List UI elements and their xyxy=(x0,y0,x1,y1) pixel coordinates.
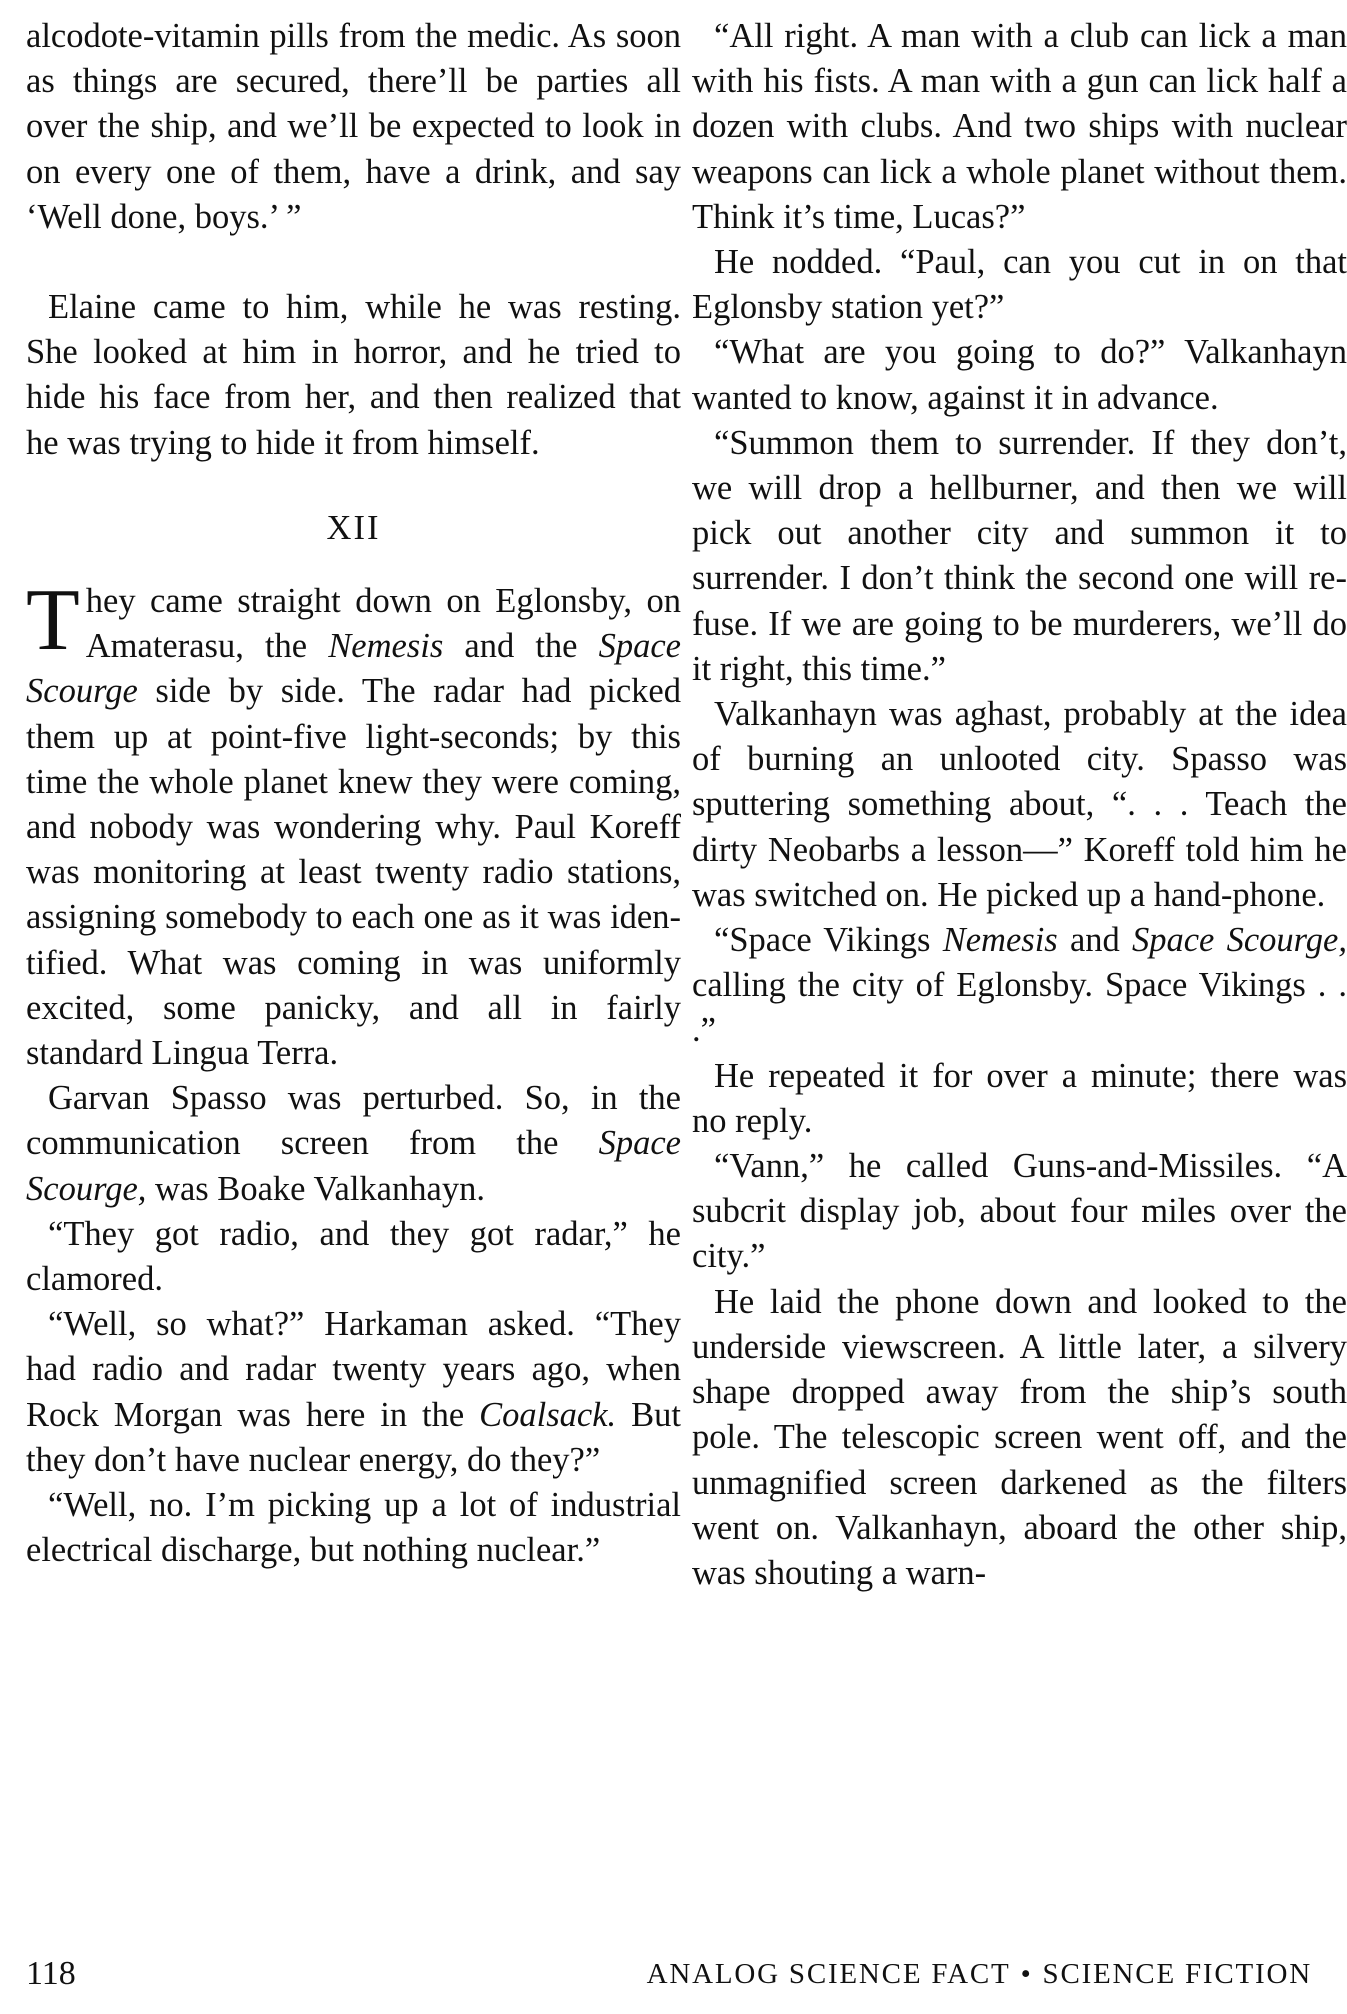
right-paragraph-4: “Summon them to surrender. If they don’t, we will drop a hellburner, and then we will pick out another city and summon it to surrender. I don’t think the second one will refuse. If we are going to be murderers, we’ll do it right, this time.” xyxy=(692,423,1347,688)
left-paragraph-2: Elaine came to him, while he was resting. She looked at him in horror, and he tried to hide his face from her, and then realized that he was trying to hide it from himself. xyxy=(26,288,681,462)
ship-name: Space Scourge xyxy=(26,627,681,711)
drop-cap: T xyxy=(26,572,80,670)
right-paragraph-7: He repeated it for over a minute; there was no reply. xyxy=(692,1056,1347,1140)
left-paragraph-7: “Well, no. I’m picking up a lot of industrial electrical discharge, but nothing nuclear.” xyxy=(26,1486,681,1570)
ship-name: Space Scourge, xyxy=(26,1124,681,1208)
page-footer xyxy=(26,1952,1312,1996)
text-run: hey came straight down on Eglonsby, on Amaterasu, the xyxy=(85,582,681,666)
left-paragraph-4 xyxy=(26,1076,681,1212)
running-head xyxy=(647,1952,1312,1996)
ship-name: Nemesis xyxy=(942,921,1058,960)
right-paragraph-9: He laid the phone down and looked to the underside viewscreen. A little later, a silvery shape dropped away from the ship’s south pole. The telescopic screen went off, and the unmagnified screen darkened as the filters went on. Valkanhayn, aboard the other ship, was shouting a warn- xyxy=(692,1282,1347,1592)
right-paragraph-2: He nodded. “Paul, can you cut in on that Eglonsby station yet?” xyxy=(692,243,1347,327)
left-paragraph-5: “They got radio, and they got radar,” he clamored. xyxy=(26,1214,681,1299)
chapter-heading: XII xyxy=(326,508,381,547)
text-run: and xyxy=(1057,921,1132,960)
text-run: “Space Vikings xyxy=(714,921,943,960)
magazine-subtitle: SCIENCE FICTION xyxy=(1042,1958,1312,1990)
left-paragraph-6 xyxy=(26,1302,681,1483)
right-paragraph-8: “Vann,” he called Guns-and-Missiles. “A subcrit display job, about four miles over the city.” xyxy=(692,1147,1347,1276)
right-paragraph-3: “What are you going to do?” Valkanhayn wanted to know, against it in advance. xyxy=(692,333,1347,417)
text-run: But they don’t have nuclear energy, do they?” xyxy=(26,1395,681,1479)
left-paragraph-1: alcodote-vitamin pills from the medic. As soon as things are secured, there’ll be parties all over the ship, and we’ll be expected to look in on every one of them, have a drink, and say ‘Well done, boys.’ ” xyxy=(26,17,681,236)
ship-name: Coalsack. xyxy=(479,1395,617,1434)
text-run: was Boake Valkanhayn. xyxy=(146,1169,485,1208)
text-run: “Well, so what?” Harkaman asked. “They had radio and radar twenty years ago, when Rock Morgan was here in the xyxy=(26,1305,681,1434)
text-run: side by side. The radar had picked them up at point-five light-seconds; by this time the whole planet knew they were coming, and nobody was wondering why. Paul Koreff was monitoring at least twenty radio stations, assigning somebody to each one as it was identified. What was coming in was uniformly excited, some panicky, and all in fairly standard Lingua Terra. xyxy=(26,672,681,1073)
left-paragraph-3 xyxy=(26,572,681,1076)
ship-name: Space Scourge, xyxy=(1131,921,1347,960)
right-column xyxy=(692,14,1347,1596)
right-paragraph-5: Valkanhayn was aghast, probably at the idea of burning an unlooted city. Spasso was sputtering something about, “. . . Teach the dirty Neobarbs a lesson—” Koreff told him he was switched on. He picked up a hand-phone. xyxy=(692,695,1347,914)
page-number: 118 xyxy=(26,1955,76,1992)
right-paragraph-6 xyxy=(692,918,1347,1054)
text-run: and the xyxy=(443,627,599,666)
text-run: calling the city of Eglonsby. Space Vikings . . .” xyxy=(692,966,1347,1050)
right-paragraph-1: “All right. A man with a club can lick a man with his fists. A man with a gun can lick half a dozen with clubs. And two ships with nuclear weapons can lick a whole planet without them. Think it’s time, Lucas?” xyxy=(692,17,1347,236)
bullet-separator: • xyxy=(1020,1958,1033,1990)
text-run: Garvan Spasso was perturbed. So, in the communication screen from the xyxy=(26,1079,681,1163)
left-column xyxy=(26,14,681,1574)
magazine-title: ANALOG SCIENCE FACT xyxy=(646,1958,1011,1990)
ship-name: Nemesis xyxy=(328,627,444,666)
